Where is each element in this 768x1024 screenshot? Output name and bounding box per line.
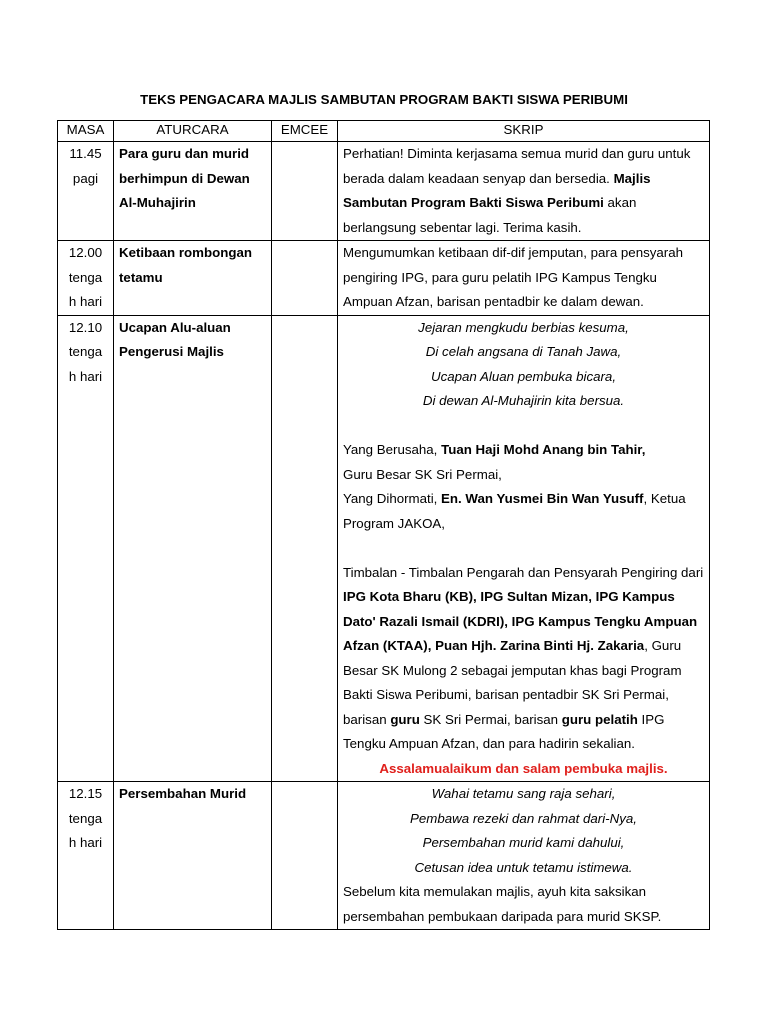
script-table: [57, 120, 710, 930]
table-row: [58, 142, 710, 241]
pantun-line: Ucapan Aluan pembuka bicara,: [430, 368, 617, 384]
aturcara-cell: Para guru dan murid berhimpun di Dewan Al-Muhajirin: [114, 142, 272, 241]
header-aturcara: ATURCARA: [114, 121, 272, 142]
header-emcee: EMCEE: [272, 121, 338, 142]
pantun-line: Pembawa rezeki dan rahmat dari-Nya,: [410, 810, 637, 826]
pantun-line: Wahai tetamu sang raja sehari,: [431, 786, 616, 801]
masa-cell: 11.45 pagi: [58, 142, 114, 241]
pantun-line: Di dewan Al-Muhajirin kita bersua.: [422, 393, 625, 408]
emcee-cell: [272, 782, 338, 930]
emcee-cell: [272, 142, 338, 241]
skrip-cell: Jejaran mengkudu berbias kesuma, Di celah angsana di Tanah Jawa, Ucapan Aluan pembuka bicara, Di dewan Al-Muhajirin kita bersua. Yang Berusaha, Tuan Haji Mohd Anang bin Tahir, Guru Besar SK Sri Permai, Yang Dihormati, En. Wan Yusmei Bin Wan Yusuff, Ketua Program JAKOA, Timbalan - Timbalan Pengarah dan Pensyarah Pengiring dari IPG Kota Bharu (KB), IPG Sultan Mizan, IPG Kampus Dato' Razali Ismail (KDRI), IPG Kampus Tengku Ampuan Afzan (KTAA), Puan Hjh. Zarina Binti Hj. Zakaria, Guru Besar SK Mulong 2 sebagai jemputan khas bagi Program Bakti Siswa Peribumi, barisan pentadbir SK Sri Permai, barisan guru SK Sri Permai, barisan guru pelatih IPG Tengku Ampuan Afzan, dan para hadirin sekalian. Assalamualaikum dan salam pembuka majlis.: [338, 315, 710, 782]
table-row: [58, 315, 710, 782]
aturcara-cell: Ucapan Alu-aluan Pengerusi Majlis: [114, 315, 272, 782]
table-row: [58, 241, 710, 316]
masa-cell: 12.10 tenga h hari: [58, 315, 114, 782]
aturcara-cell: Ketibaan rombongan tetamu: [114, 241, 272, 316]
skrip-cell: Mengumumkan ketibaan dif-dif jemputan, para pensyarah pengiring IPG, para guru pelatih IPG Kampus Tengku Ampuan Afzan, barisan pentadbir ke dalam dewan.: [338, 241, 710, 316]
aturcara-cell: Persembahan Murid: [114, 782, 272, 930]
masa-cell: 12.15 tenga h hari: [58, 782, 114, 930]
emcee-cell: [272, 315, 338, 782]
table-header-row: [58, 121, 710, 142]
pantun-line: Persembahan murid kami dahului,: [422, 835, 625, 850]
document-title: TEKS PENGACARA MAJLIS SAMBUTAN PROGRAM BAKTI SISWA PERIBUMI: [140, 92, 628, 107]
pantun-line: Cetusan idea untuk tetamu istimewa.: [414, 859, 633, 875]
header-skrip: SKRIP: [338, 121, 710, 142]
header-masa: MASA: [58, 121, 114, 142]
salam-line: Assalamualaikum dan salam pembuka majlis.: [379, 760, 668, 776]
skrip-cell: Wahai tetamu sang raja sehari, Pembawa rezeki dan rahmat dari-Nya, Persembahan murid kami dahului, Cetusan idea untuk tetamu istimewa. Sebelum kita memulakan majlis, ayuh kita saksikan persembahan pembukaan daripada para murid SKSP.: [338, 782, 710, 930]
pantun-line: Jejaran mengkudu berbias kesuma,: [418, 319, 629, 335]
skrip-cell: Perhatian! Diminta kerjasama semua murid dan guru untuk berada dalam keadaan senyap dan bersedia. Majlis Sambutan Program Bakti Siswa Peribumi akan berlangsung sebentar lagi. Terima kasih.: [338, 142, 710, 241]
pantun-line: Di celah angsana di Tanah Jawa,: [425, 344, 622, 359]
table-row: [58, 782, 710, 930]
masa-cell: 12.00 tenga h hari: [58, 241, 114, 316]
emcee-cell: [272, 241, 338, 316]
